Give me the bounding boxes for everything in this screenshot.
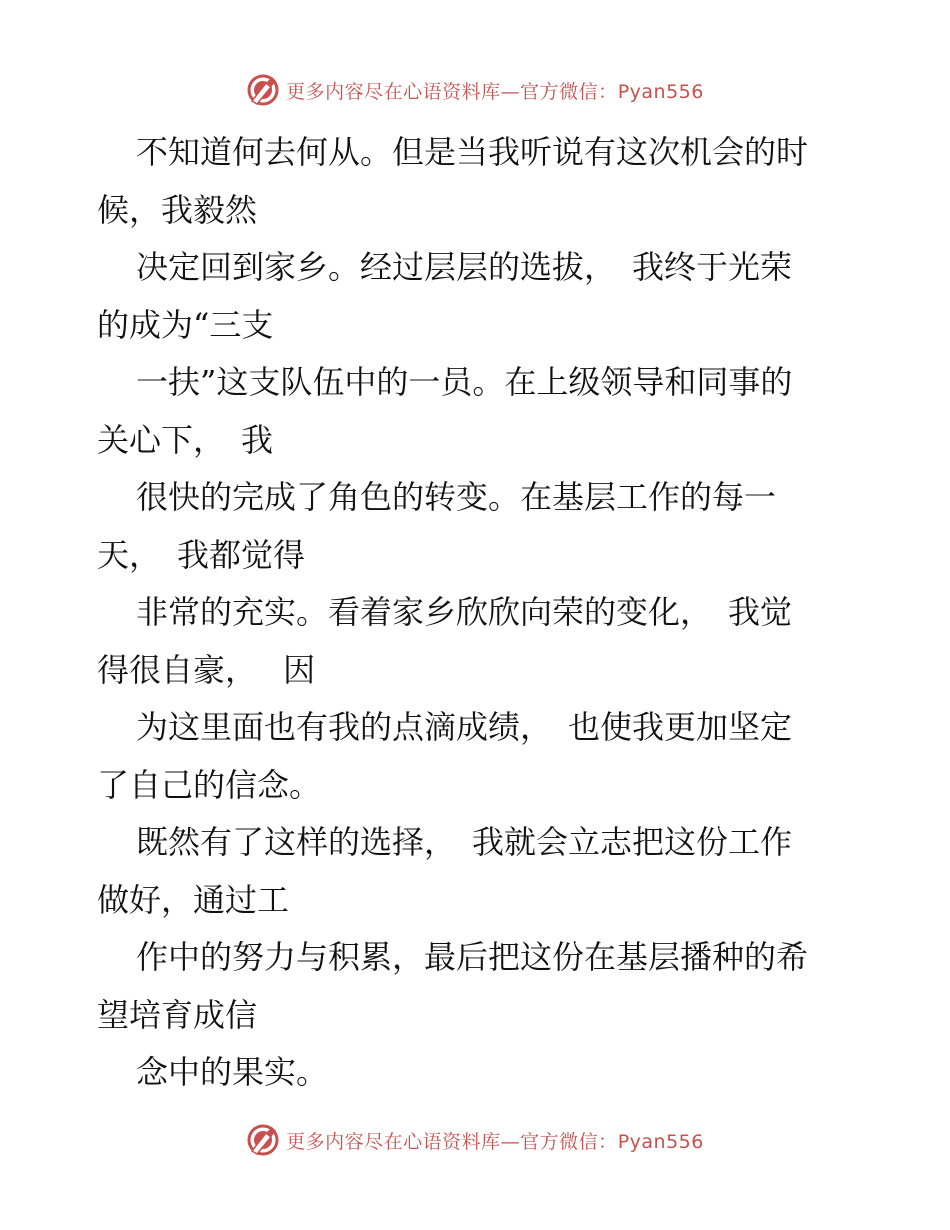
header-dash: —: [500, 80, 521, 103]
pen-nib-logo-icon: [246, 1123, 280, 1157]
body-line: 很快的完成了角色的转变。在基层工作的每一: [136, 478, 777, 516]
footer-wechat-label: 官方微信：: [520, 1130, 618, 1153]
body-line: 候，我毅然: [97, 190, 258, 229]
header-site-text: 更多内容尽在心语资料库: [286, 80, 501, 103]
body-line: 不知道何去何从。但是当我听说有这次机会的时: [136, 133, 809, 171]
pen-nib-logo-icon: [246, 73, 280, 107]
body-line: 的成为“三支: [97, 305, 274, 344]
body-line: 关心下， 我: [97, 420, 274, 459]
body-line: 一扶”这支队伍中的一员。在上级领导和同事的: [136, 363, 793, 401]
body-line: 既然有了这样的选择， 我就会立志把这份工作: [136, 823, 793, 861]
body-line: 决定回到家乡。经过层层的选拔， 我终于光荣: [136, 248, 793, 286]
footer-dash: —: [500, 1130, 521, 1153]
footer-site-text: 更多内容尽在心语资料库: [286, 1130, 501, 1153]
body-line: 做好，通过工: [97, 880, 290, 919]
body-line: 为这里面也有我的点滴成绩， 也使我更加坚定: [136, 708, 793, 746]
header-watermark: [0, 70, 950, 110]
header-wechat-label: 官方微信：: [520, 80, 618, 103]
body-line: 得很自豪， 因: [97, 650, 316, 689]
body-line: 作中的努力与积累，最后把这份在基层播种的希: [136, 938, 809, 976]
footer-watermark: [0, 1120, 950, 1160]
body-line: 望培育成信: [97, 995, 258, 1034]
body-text: [97, 124, 857, 1102]
header-wechat-id: Pyan556: [617, 80, 704, 103]
body-line: 非常的充实。看着家乡欣欣向荣的变化， 我觉: [136, 593, 793, 631]
body-line: 了自己的信念。: [97, 765, 322, 804]
body-line: 念中的果实。: [136, 1053, 329, 1091]
footer-wechat-id: Pyan556: [617, 1130, 704, 1153]
footer-text: [286, 1127, 704, 1154]
header-text: [286, 77, 704, 104]
body-line: 天， 我都觉得: [97, 535, 306, 574]
